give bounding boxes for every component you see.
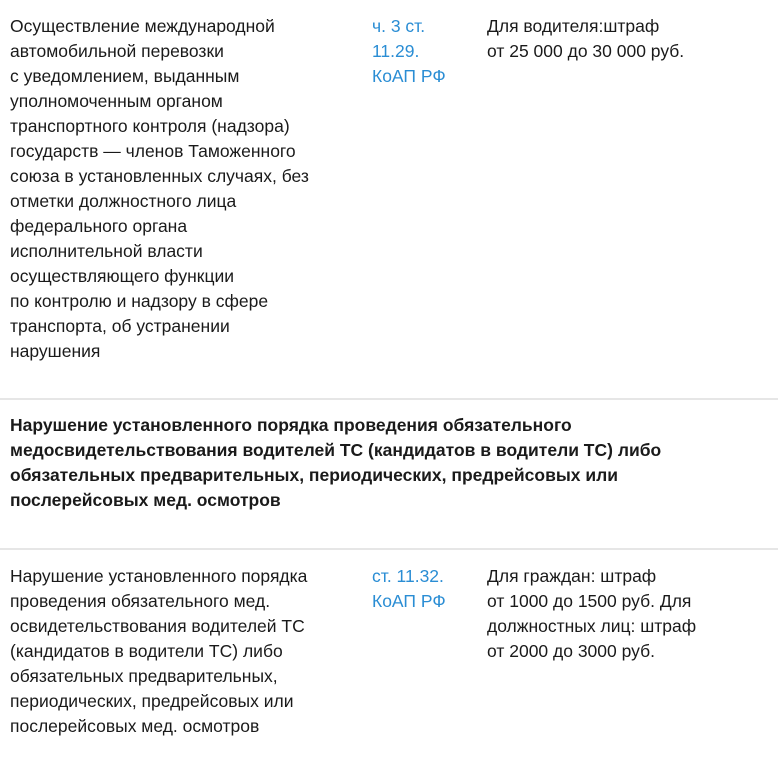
- table-row: [0, 549, 778, 774]
- section-heading-row: [0, 398, 778, 549]
- article-link[interactable]: ст. 11.32. КоАП РФ: [372, 566, 446, 611]
- article-link[interactable]: ч. 3 ст. 11.29. КоАП РФ: [372, 16, 446, 86]
- violation-description: Нарушение установленного порядка проведения обязательного мед. освидетельствования водителей ТС (кандидатов в водители ТС) либо обязательных предварительных, периодических, предрейсовых или послерейсовых мед. осмотров: [10, 566, 308, 736]
- penalty-text: Для водителя:штраф от 25 000 до 30 000 руб.: [487, 16, 685, 61]
- penalty-text: Для граждан: штраф от 1000 до 1500 руб. Для должностных лиц: штраф от 2000 до 3000 руб.: [487, 566, 697, 661]
- section-heading: Нарушение установленного порядка проведения обязательного медосвидетельствования водителей ТС (кандидатов в водители ТС) либо обязательных предварительных, периодических, предрейсовых или послерейсовых мед. осмотров: [10, 415, 662, 510]
- violation-description: Осуществление международной автомобильной перевозки с уведомлением, выданным уполномоченным органом транспортного контроля (надзора) государств — членов Таможенного союза в установленных случаях, без отметки должностного лица федерального органа исполнительной власти осуществляющего функции по контролю и надзору в сфере транспорта, об устранении нарушения: [10, 16, 309, 361]
